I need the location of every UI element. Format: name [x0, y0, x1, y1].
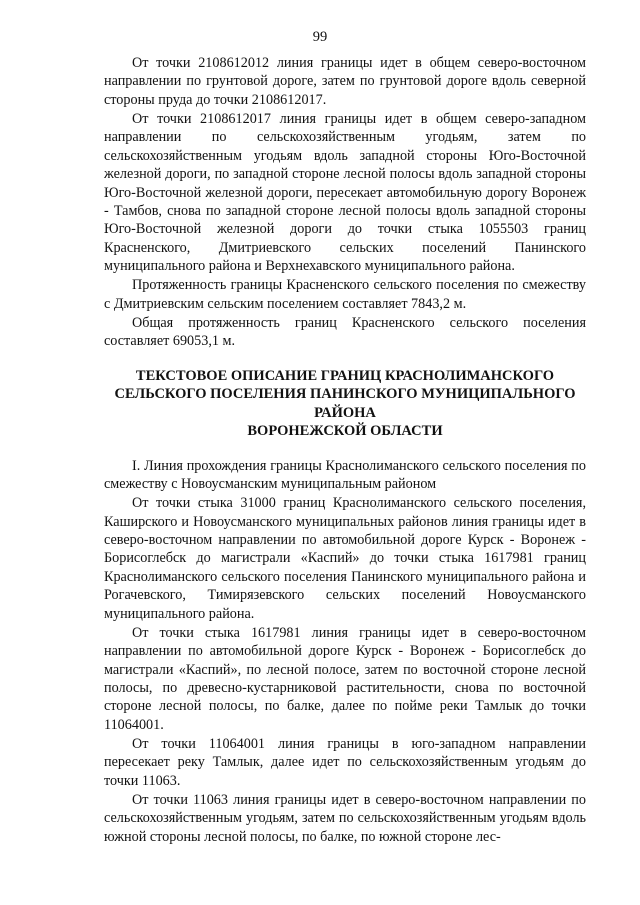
paragraph: Протяженность границы Красненского сельского поселения по смежеству с Дмитриевским сельским поселением составляет 7843,2 м.	[104, 277, 586, 312]
heading-line: РАЙОНА	[314, 404, 376, 421]
paragraph: От точки 11064001 линия границы в юго-западном направлении пересекает реку Тамлык, далее идет по сельскохозяйственным угодьям до точки 11063.	[104, 736, 586, 789]
heading-line: ВОРОНЕЖСКОЙ ОБЛАСТИ	[247, 423, 443, 440]
paragraph: От точки стыка 31000 границ Краснолиманского сельского поселения, Каширского и Новоусманского муниципальных районов линия границы идет в северо-восточном направлении по автомобильной дороге Курск - Воронеж - Борисоглебск до магистрали «Каспий» до точки стыка 1617981 границ Краснолиманского сельского поселения Панинского муниципального района и Рогачевского, Тимирязевского сельских поселений Новоусманского муниципального района.	[104, 495, 586, 622]
heading-line: ТЕКСТОВОЕ ОПИСАНИЕ ГРАНИЦ КРАСНОЛИМАНСКОГО	[135, 367, 555, 384]
heading-line: СЕЛЬСКОГО ПОСЕЛЕНИЯ ПАНИНСКОГО МУНИЦИПАЛЬНОГО	[114, 386, 576, 403]
paragraph: От точки стыка 1617981 линия границы идет в северо-восточном направлении по автомобильной дороге Курск - Воронеж - Борисоглебск до магистрали «Каспий», по лесной полосе, затем по восточной стороне лесной полосы, по древесно-кустарниковой растительности, снова по восточной стороне лесной полосы, по балке, далее по пойме реки Тамлык до точки 11064001.	[104, 624, 586, 733]
page-number: 99	[312, 29, 328, 45]
subsection-title: I. Линия прохождения границы Краснолиманского сельского поселения по смежеству с Новоусманским муниципальным районом	[104, 457, 586, 492]
section-heading	[104, 367, 586, 441]
paragraph: От точки 2108612017 линия границы идет в общем северо-западном направлении по сельскохозяйственным угодьям, затем по сельскохозяйственным угодьям вдоль западной стороны Юго-Восточной железной дороги, по западной стороне лесной полосы вдоль западной стороны Юго-Восточной железной дороги, пересекает автомобильную дорогу Воронеж - Тамбов, снова по западной стороне лесной полосы вдоль западной стороны Юго-Восточной железной дороги до точки стыка 1055503 границ Красненского, Дмитриевского сельских поселений Панинского муниципального района и Верхнехавского муниципального района.	[104, 111, 586, 275]
paragraph: От точки 2108612012 линия границы идет в общем северо-восточном направлении по грунтовой дороге, затем по грунтовой дороге вдоль северной стороны пруда до точки 2108612017.	[104, 55, 586, 108]
document-body	[104, 54, 586, 846]
paragraph: Общая протяженность границ Красненского сельского поселения составляет 69053,1 м.	[104, 315, 586, 350]
paragraph: От точки 11063 линия границы идет в северо-восточном направлении по сельскохозяйственным угодьям, затем по сельскохозяйственным угодьям вдоль южной стороны лесной полосы, по балке, по южной стороне лес-	[104, 792, 586, 845]
